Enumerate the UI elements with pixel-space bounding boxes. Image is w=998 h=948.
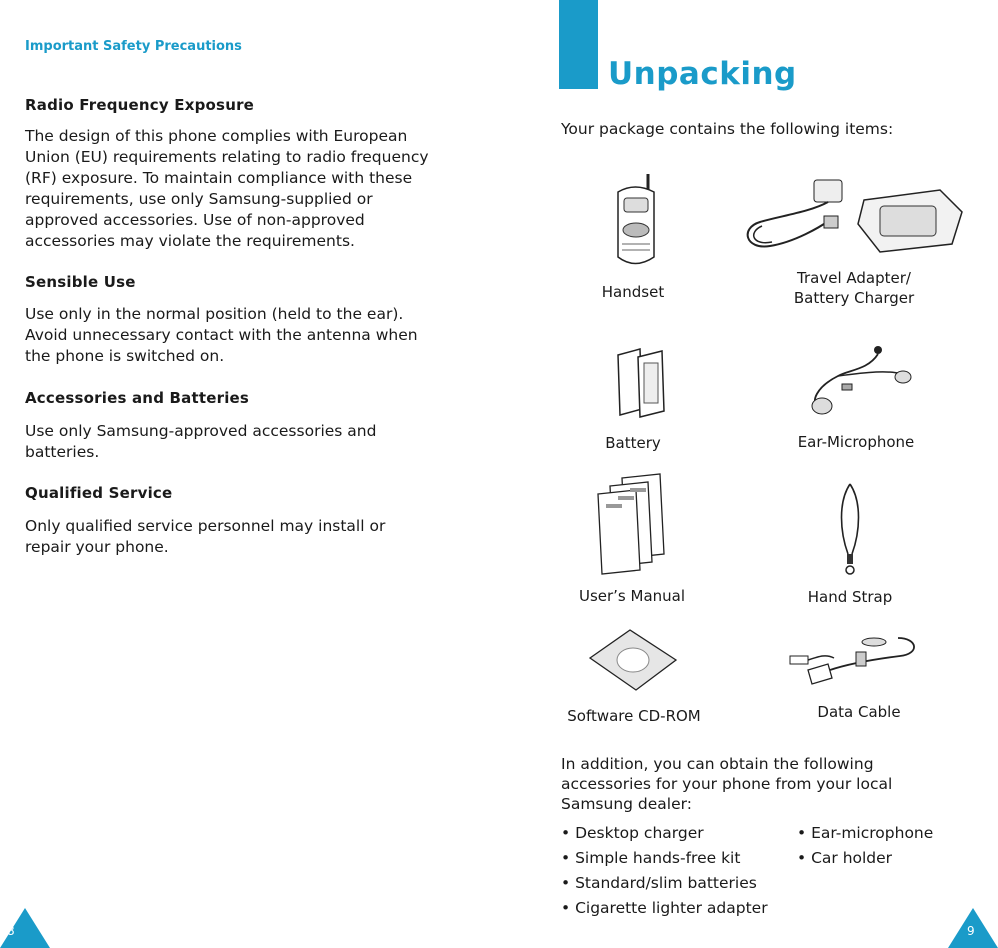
cd-rom-illustration [588, 628, 678, 692]
page-title: Unpacking [608, 56, 797, 92]
caption-cd-rom: Software CD-ROM [567, 707, 701, 725]
section-body-sensible-use: Use only in the normal position (held to the ear). Avoid unnecessary contact with the antenna when the phone is switched on. [25, 305, 418, 365]
caption-travel-adapter: Travel Adapter/ Battery Charger [793, 269, 915, 307]
section-heading-rf-exposure: Radio Frequency Exposure [25, 96, 255, 114]
section-heading-sensible-use: Sensible Use [25, 273, 136, 291]
section-heading-accessories: Accessories and Batteries [25, 389, 250, 407]
hand-strap-illustration [836, 482, 866, 578]
caption-hand-strap: Hand Strap [807, 588, 893, 606]
list-item: • Desktop charger [561, 824, 704, 842]
page-number-right: 9 [967, 924, 975, 938]
title-accent-bar [559, 0, 598, 89]
section-body-qualified-service: Only qualified service personnel may install or repair your phone. [25, 517, 386, 556]
running-head: Important Safety Precautions [25, 39, 242, 54]
data-cable-illustration [788, 634, 928, 690]
section-heading-qualified-service: Qualified Service [25, 484, 173, 502]
section-body-rf-exposure: The design of this phone complies with European Union (EU) requirements relating to radio frequency (RF) exposure. To maintain compliance with these requirements, use only Samsung-supplied or approved accessories. Use of non-approved accessories may violate the requirements. [25, 127, 429, 250]
travel-adapter-illustration [740, 172, 970, 257]
list-item: • Cigarette lighter adapter [561, 899, 768, 917]
ear-microphone-illustration [798, 340, 918, 420]
list-item: • Simple hands-free kit [561, 849, 741, 867]
caption-data-cable: Data Cable [817, 703, 901, 721]
caption-users-manual: User’s Manual [578, 587, 686, 605]
caption-handset: Handset [601, 283, 665, 301]
section-body-accessories: Use only Samsung-approved accessories and batteries. [25, 422, 377, 461]
list-item: • Ear-microphone [797, 824, 934, 842]
list-item: • Car holder [797, 849, 893, 867]
battery-illustration [612, 345, 672, 420]
handset-illustration [610, 172, 660, 272]
users-manual-illustration [596, 474, 670, 574]
accessories-intro: In addition, you can obtain the following accessories for your phone from your local Samsung dealer: [561, 755, 893, 813]
list-item: • Standard/slim batteries [561, 874, 757, 892]
page-number-left: 8 [7, 924, 15, 938]
caption-battery: Battery [605, 434, 661, 452]
intro-text: Your package contains the following items: [561, 120, 894, 138]
caption-ear-microphone: Ear-Microphone [797, 433, 915, 451]
